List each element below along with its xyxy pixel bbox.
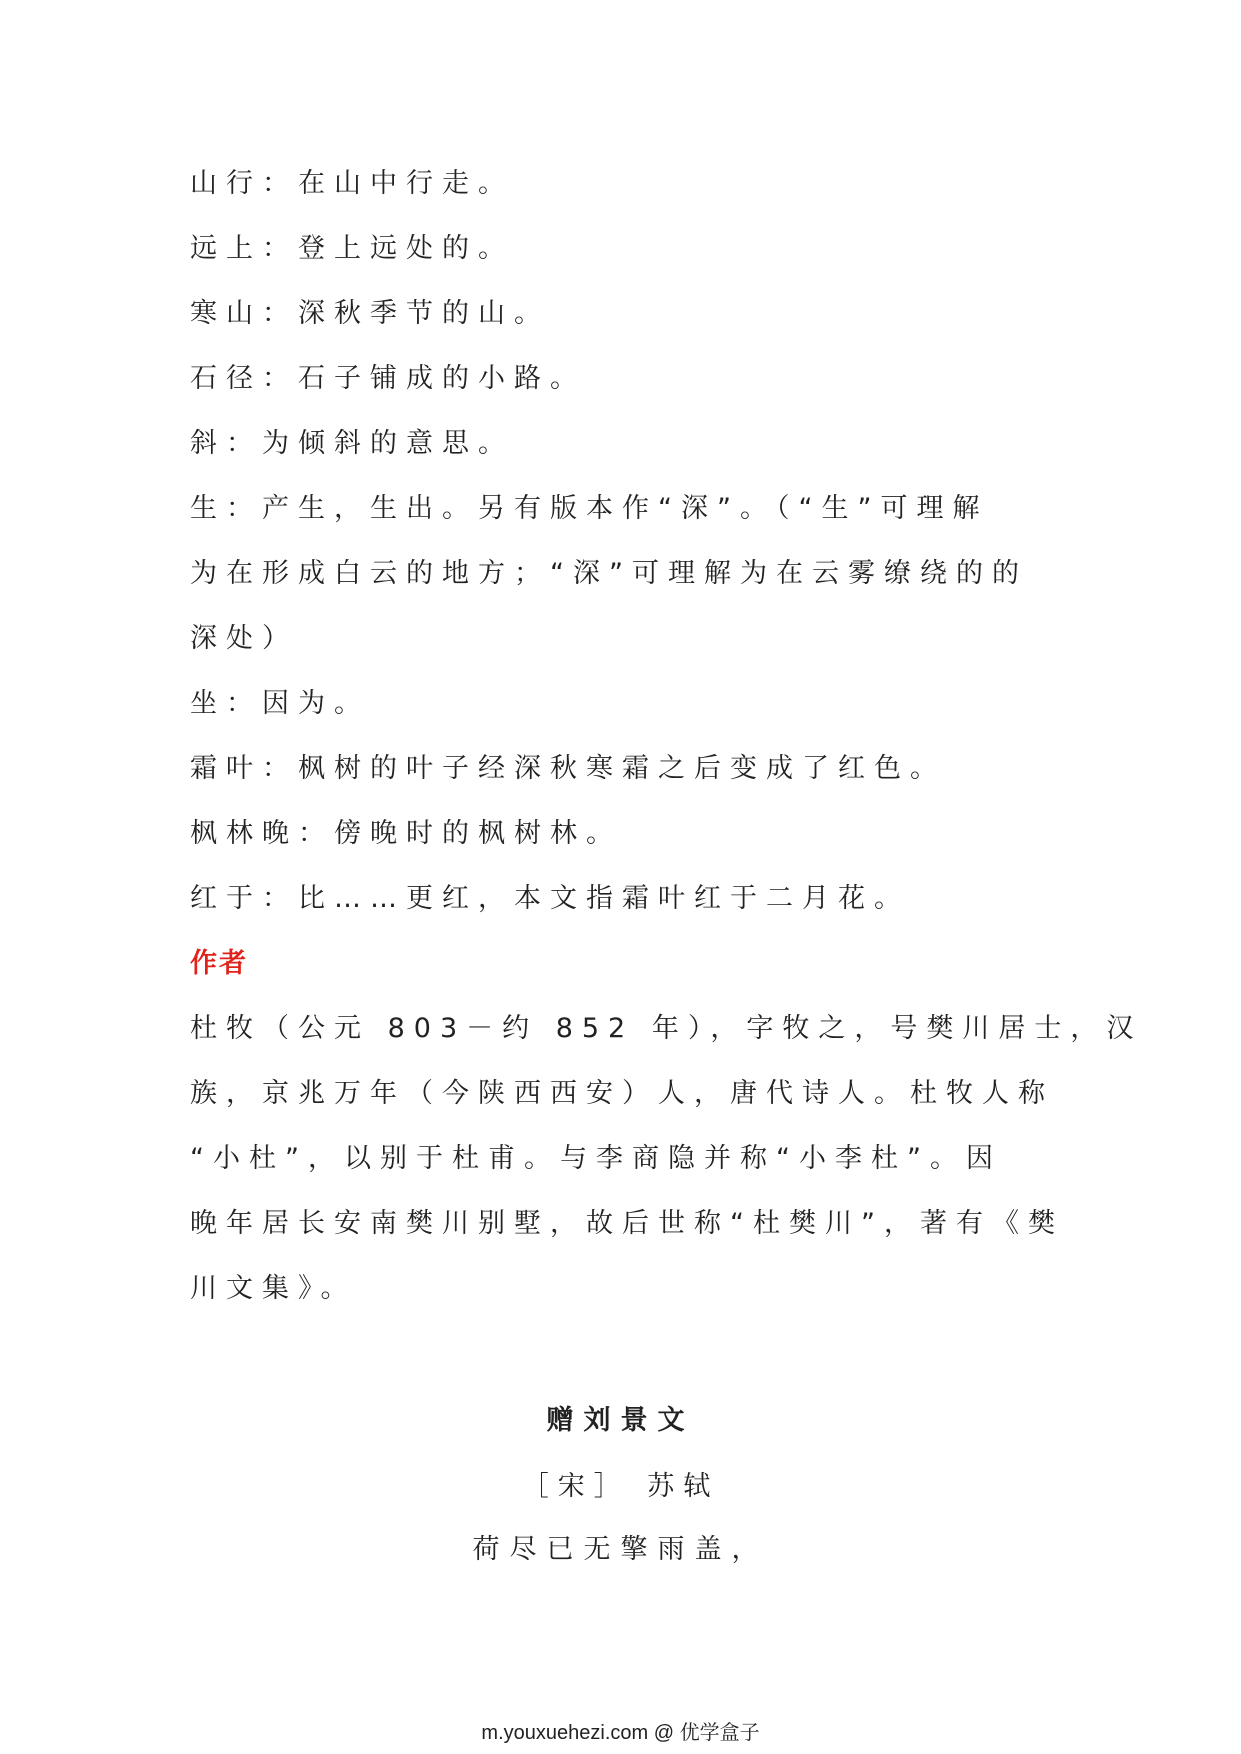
note-line: 坐：因为。 [190, 688, 370, 719]
author-bio-line: 族，京兆万年（今陕西西安）人，唐代诗人。杜牧人称 [190, 1078, 1054, 1109]
note-line: 山行：在山中行走。 [190, 168, 514, 199]
author-heading: 作者 [190, 948, 248, 979]
poem-title: 赠刘景文 [546, 1405, 695, 1436]
author-bio-line: “小杜”，以别于杜甫。与李商隐并称“小李杜”。因 [190, 1143, 1002, 1174]
author-bio-line: 川文集》。 [190, 1273, 357, 1304]
note-line: 石径：石子铺成的小路。 [190, 363, 586, 394]
poem-author: ［宋］ 苏轼 [521, 1471, 720, 1502]
note-line: 为在形成白云的地方；“深”可理解为在云雾缭绕的的 [190, 558, 1028, 589]
note-line: 生：产生，生出。另有版本作“深”。（“生”可理解 [190, 493, 989, 524]
author-bio [190, 996, 1143, 1321]
note-line: 深处） [190, 623, 298, 654]
author-bio-line: 晚年居长安南樊川别墅，故后世称“杜樊川”，著有《樊 [190, 1208, 1064, 1239]
note-line: 寒山：深秋季节的山。 [190, 298, 550, 329]
note-line: 斜：为倾斜的意思。 [190, 428, 514, 459]
footer-watermark: m.youxuehezi.com @ 优学盒子 [481, 1722, 760, 1744]
poem-first-line: 荷尽已无擎雨盖， [472, 1534, 769, 1565]
note-line: 枫林晚：傍晚时的枫树林。 [190, 818, 622, 849]
note-line: 霜叶：枫树的叶子经深秋寒霜之后变成了红色。 [190, 753, 946, 784]
author-bio-line: 杜牧（公元 803－约 852 年），字牧之，号樊川居士，汉 [190, 1013, 1143, 1044]
annotation-section [190, 151, 1143, 1321]
note-line: 远上：登上远处的。 [190, 233, 514, 264]
note-line: 红于：比……更红，本文指霜叶红于二月花。 [190, 883, 910, 914]
